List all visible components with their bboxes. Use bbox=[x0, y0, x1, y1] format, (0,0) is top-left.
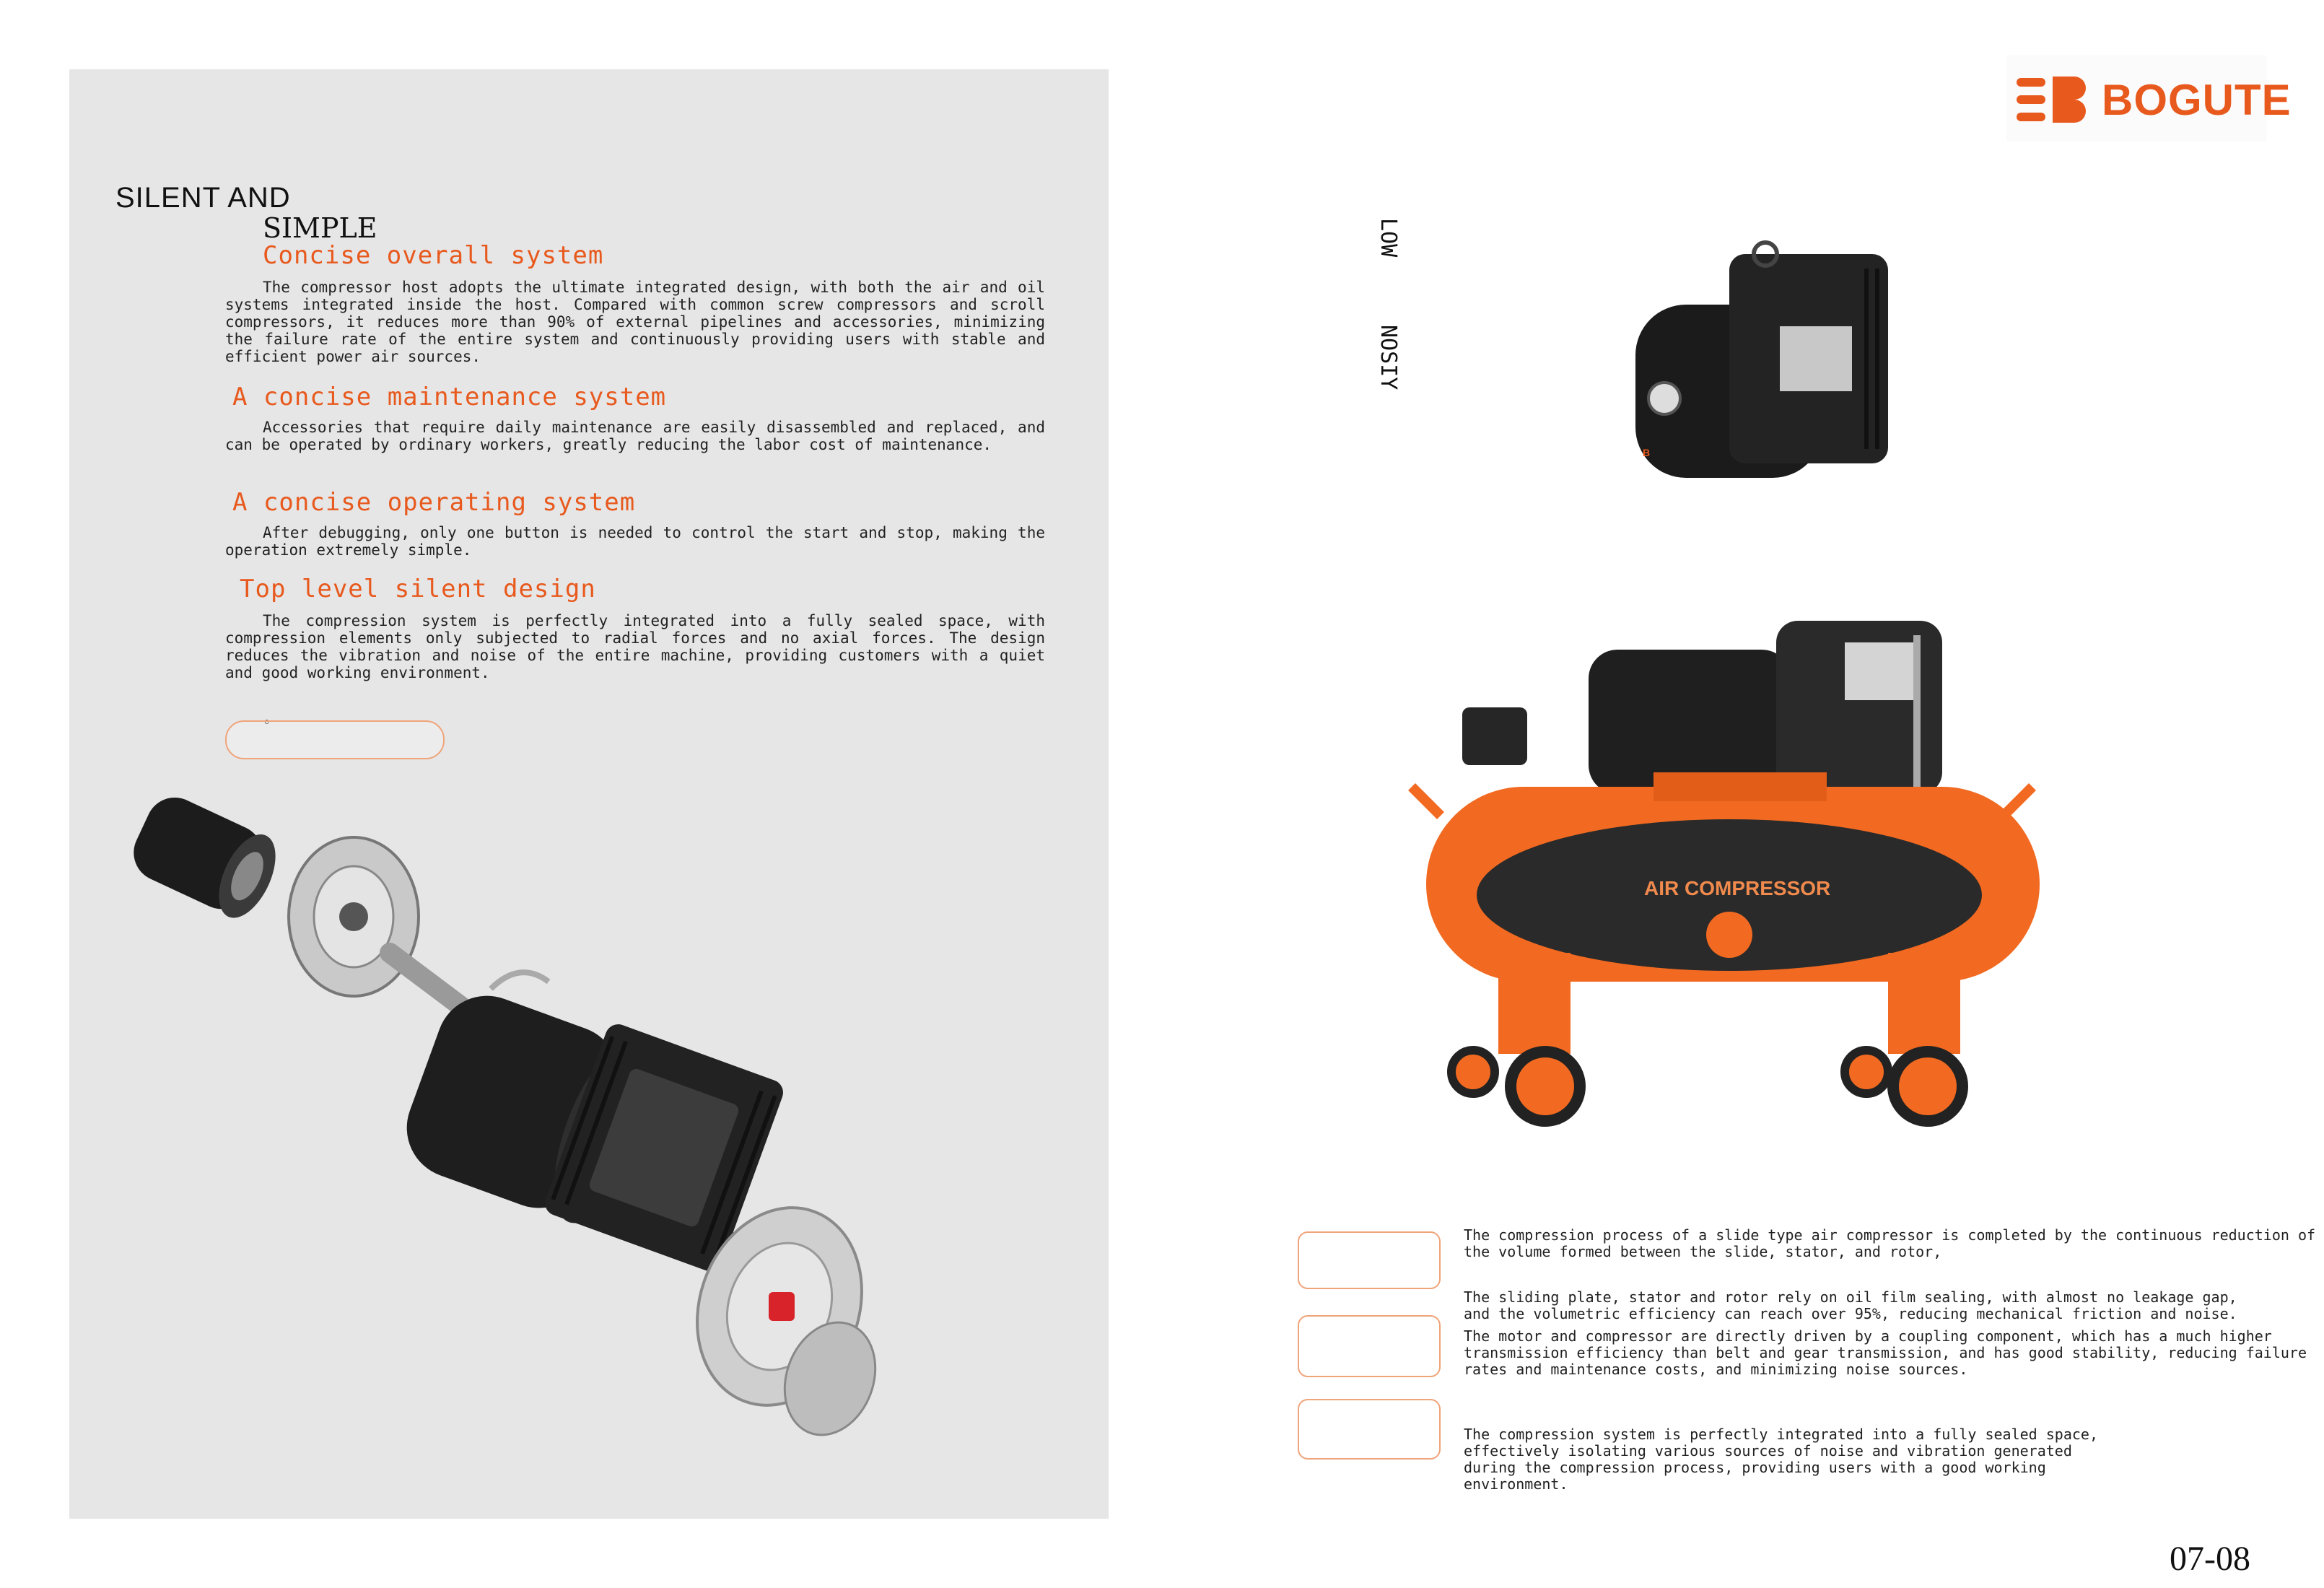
feature-text-4: The compression system is perfectly integrated into a fully sealed space, effectively isolating various sources of noise and vibration generated during the compression process, providing users with a good working environment. bbox=[1464, 1426, 2098, 1493]
feature-text-3: The motor and compressor are directly driven by a coupling component, which has a much higher transmission efficiency than belt and gear transmission, and has good stability, reducing failure rates and maintenance costs, and minimizing noise sources. bbox=[1464, 1327, 2307, 1378]
air-compressor-tank-image bbox=[1383, 592, 2083, 1140]
section-heading-operating: A concise operating system bbox=[232, 488, 636, 517]
decorative-pill bbox=[225, 720, 445, 759]
section-body-silent: The compression system is perfectly integrated into a fully sealed space, with compression elements only subjected to radial forces and no axial forces. The design reduces the vibration and noise of the entire machine, providing customers with a quiet and good working environment. bbox=[225, 612, 1045, 681]
section-heading-maintenance: A concise maintenance system bbox=[232, 383, 667, 411]
stray-mark: 。 bbox=[264, 709, 279, 726]
page-title: SILENT AND bbox=[115, 182, 291, 214]
brand-name: BOGUTE bbox=[2102, 76, 2292, 124]
feature-text-2: The sliding plate, stator and rotor rely on oil film sealing, with almost no leakage gap, and the volumetric efficiency can reach over 95%, reducing mechanical friction and noise. bbox=[1464, 1288, 2237, 1322]
section-heading-silent: Top level silent design bbox=[240, 575, 596, 603]
feature-text-1: The compression process of a slide type air compressor is completed by the continuous reduction of the volume formed between the slide, stator, and rotor, bbox=[1464, 1226, 2316, 1260]
section-body-maintenance: Accessories that require daily maintenance are easily disassembled and replaced, and can be operated by ordinary workers, greatly reducing the labor cost of maintenance. bbox=[225, 419, 1045, 453]
logo-mark-icon bbox=[2017, 74, 2100, 126]
brand-logo bbox=[2006, 55, 2292, 141]
page-subtitle: SIMPLE bbox=[263, 212, 377, 244]
feature-box-3 bbox=[1298, 1399, 1441, 1460]
vertical-label-noisy: NOSIY bbox=[1376, 325, 1401, 391]
vertical-label-low: LOW bbox=[1376, 218, 1401, 258]
page-number: 07-08 bbox=[2170, 1540, 2250, 1578]
compressor-unit-image bbox=[1585, 225, 1924, 514]
feature-box-2 bbox=[1298, 1315, 1441, 1377]
svg-text:B: B bbox=[1643, 447, 1651, 458]
exploded-compressor-illustration bbox=[115, 772, 945, 1465]
section-body-operating: After debugging, only one button is needed to control the start and stop, making the operation extremely simple. bbox=[225, 524, 1045, 559]
section-heading-overall: Concise overall system bbox=[263, 241, 604, 270]
tank-label: AIR COMPRESSOR bbox=[1644, 877, 1831, 899]
section-body-overall: The compressor host adopts the ultimate integrated design, with both the air and oil systems integrated inside the host. Compared with common screw compressors and scroll compressors, it reduces more than 90% of external pipelines and accessories, minimizing the failure rate of the entire system and continuously providing users with stable and efficient power air sources. bbox=[225, 279, 1045, 365]
feature-box-1 bbox=[1298, 1231, 1441, 1289]
